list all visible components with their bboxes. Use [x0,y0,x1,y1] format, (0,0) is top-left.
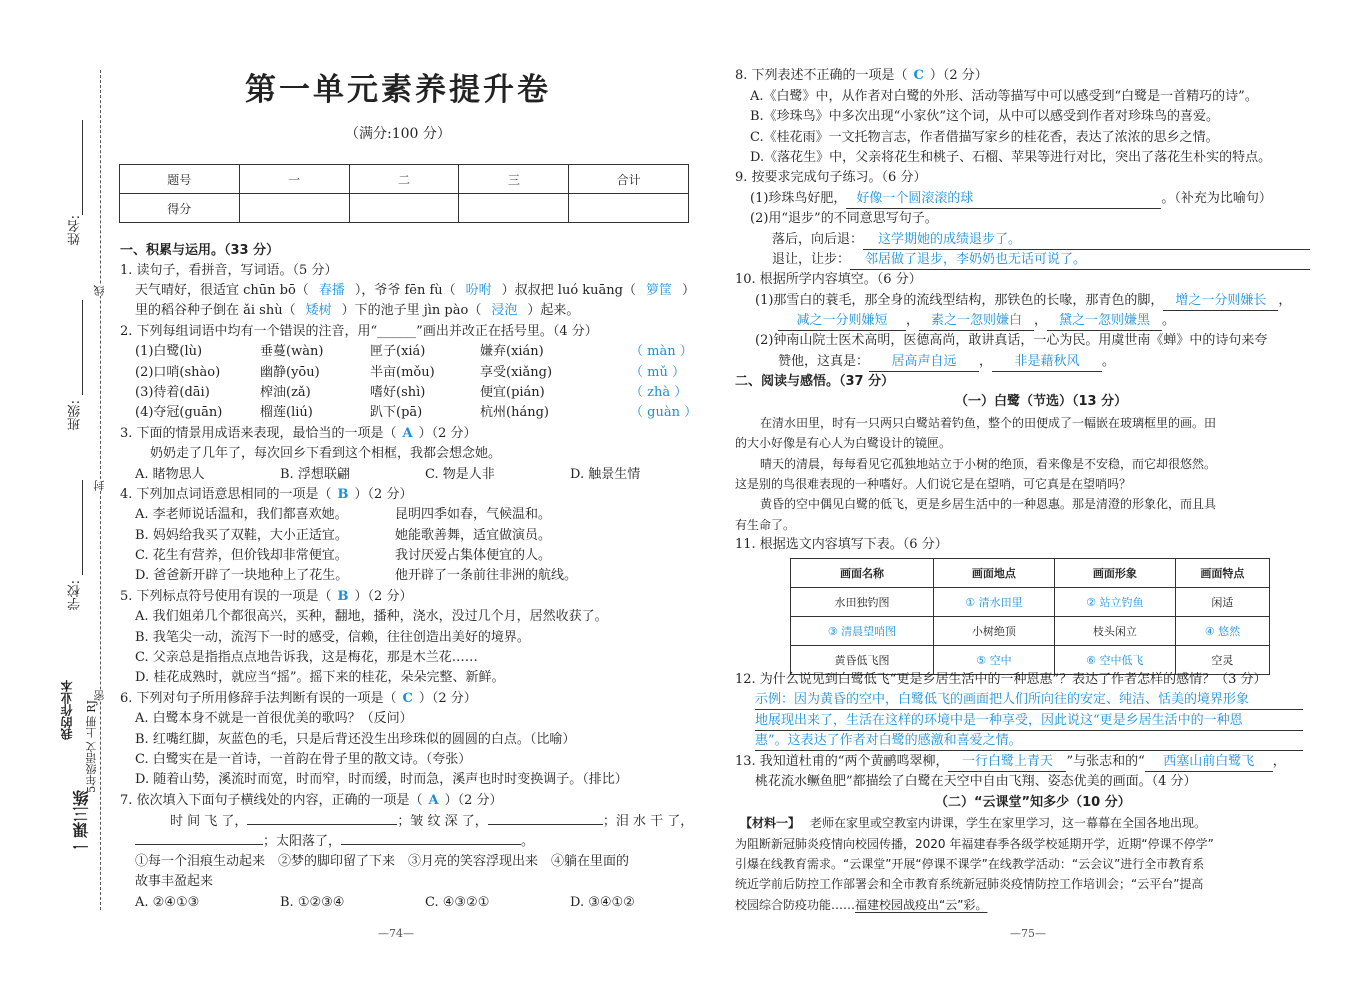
q7-line-2: ；太阳落了， 。 [135,833,534,851]
question-5: 5. 下列标点符号使用有误的一项是（ B ）（2 分） [120,589,413,604]
passage-line: 黄昏的空中偶见白鹭的低飞，更是乡居生活中的一种恩惠。那是清澄的形象化，而且具 [760,497,1217,511]
q13-line-2: 桃花流水鳜鱼肥”都描绘了白鹭在天空中自由飞翔、姿态优美的画面。（4 分） [755,774,1197,789]
passage-line: 在清水田里，时有一只两只白鹭站着钓鱼，整个的田便成了一幅嵌在玻璃框里的画。田 [760,416,1217,430]
q7-line-1: 时 间 飞 了， ；皱 纹 深 了， ；泪 水 干 了， [170,814,694,829]
passage-line: 有生命了。 [735,518,796,532]
q6-option: A. 白鹭本身不就是一首很优美的歌吗？（反问） [135,711,413,726]
answer-cell[interactable]: ⑥ 空中低飞 [1054,646,1175,675]
table-cell: 枝头闲立 [1054,617,1175,646]
q12-answer-line[interactable]: 示例：因为黄昏的空中，白鹭低飞的画面把人们所向往的安定、纯洁、恬美的境界形象 [755,691,1303,710]
q7-line-4: 故事丰盈起来 [135,874,214,889]
q9-2: (2)用“退步”的不同意思写句子。 [750,211,938,226]
q7-line-3: ①每一个泪痕生动起来 ②梦的脚印留了下来 ③月亮的笑容浮现出来 ④躺在里面的 [135,854,630,869]
question-9: 9. 按要求完成句子练习。（6 分） [735,170,927,185]
passage-line: 的大小好像是有心人为白鹭设计的镜匣。 [735,436,952,450]
exam-spread: 姓名: 班级: 学校: 线 封 密 一课三练 我的作业本 5年级语文 上册 RJ 第一单元素养提升卷 （满分:100 分） 题号 一 二 三 合计 得分 一、积累与运用。（33 分） 1. 读句子，看拼音，写词语。（5 分） 天气晴好，很适宜 chūn bō（ 春播 ），爷爷 fēn fù（ 吩咐 ）叔叔把 luó kuāng（ 箩筐 ） 里的稻谷种子倒在 ǎi shù（ 矮树 ）下的池子里 jìn pào（ 浸泡 ）起来。 2. 下列每组词语中均有一个错误的注音，用“______”画出并改正在括号里。（4 分） (1)白鹭(lù) 垂蔓(wàn) 匣子(xiá) 嫌弃(xián) （ màn ） (2)口哨(shào) 幽静(yōu) 半亩(mǒu) 享受(xiǎng) （ mǔ ） (3)待着(dāi) 榨油(zǎ) 嗜好(shì) 便宜(pián) （ zhà ） (4)夺冠(guān) 榴莲(liú) 趴下(pā) 杭州(háng) （ guàn ） 3. 下面的情景用成语来表现，最恰当的一项是（ A ）（2 分） 奶奶走了几年了，每次回乡下看到这个相框，我都会想念她。 A. 睹物思人 B. 浮想联翩 C. 物是人非 D. 触景生情 4. 下列加点词语意思相同的一项是（ B ）（2 分） A. 李老师说话温和，我们都喜欢她。 昆明四季如春，气候温和。 B. 妈妈给我买了双鞋，大小正适宜。 她能歌善舞，适宜做演员。 C. 花生有营养，但价钱却非常便宜。 我讨厌爱占集体便宜的人。 D. 爸爸新开辟了一块地种上了花生。 他开辟了一条前往非洲的航线。 5. 下列标点符号使用有误的一项是（ B ）（2 分） A. 我们姐弟几个都很高兴，买种，翻地，播种，浇水，没过几个月，居然收获了。 B. 我笔尖一动，流泻下一时的感受，信赖，往往创造出美好的境界。 C. 父亲总是指指点点地告诉我，这是梅花，那是木兰花…… D. 桂花成熟时，就应当“摇”。摇下来的桂花，朵朵完整、新鲜。 6. 下列对句子所用修辞手法判断有误的一项是（ C ）（2 分） A. 白鹭本身不就是一首很优美的歌吗？（反问） B. 红嘴红脚，灰蓝色的毛，只是后背还没生出珍珠似的圆圆的白点。（比喻） C. 白鹭实在是一首诗，一首韵在骨子里的散文诗。（夸张） D. 随着山势，溪流时而宽，时而窄，时而缓，时而急，溪声也时时变换调子。（排比） 7. 依次填入下面句子横线处的内容，正确的一项是（ A ）（2 分） 时 间 飞 了， ；皱 纹 深 了， ；泪 水 干 了， ；太阳落了， 。 ①每一个泪痕生动起来 ②梦的脚印留了下来 ③月亮的笑容浮现出来 ④躺在里面的 故事丰盈起来 A. ②④①③ B. ①②③④ C. ④③②① D. ③④①② —74— 8. 下列表述不正确的一项是（ C ）（2 分） A.《白鹭》中，从作者对白鹭的外形、活动等描写中可以感受到“白鹭是一首精巧的诗”。 B.《珍珠鸟》中多次出现“小家伙”这个词，从中可以感受到作者对珍珠鸟的喜爱。 C.《桂花雨》一文托物言志，作者借描写家乡的桂花香，表达了浓浓的思乡之情。 D.《落花生》中，父亲将花生和桃子、石榴、苹果等进行对比，突出了落花生朴实的特点。 9. 按要求完成句子练习。（6 分） (1)珍珠鸟好肥， 好像一个圆滚滚的球 。（补充为比喻句） (2)用“退步”的不同意思写句子。 落后，向后退： 这学期她的成绩退步了。 退让，让步： 邻居做了退步，李奶奶也无话可说了。 10. 根据所学内容填空。（6 分） (1)那雪白的蓑毛，那全身的流线型结构，那铁色的长喙，那青色的脚， 增之一分则嫌长 ， 减之一分则嫌短 ， 素之一忽则嫌白 ， 黛之一忽则嫌黑 。 (2)钟南山院士医术高明，医德高尚，敢讲真话，一心为民。用虞世南《蝉》中的诗句来夸 赞他，这真是： 居高声自远 ， 非是藉秋风 。 二、阅读与感悟。（37 分） （一）白鹭（节选）（13 分） 在清水田里，时有一只两只白鹭站着钓鱼，整个的田便成了一幅嵌在玻璃框里的画。田 的大小好像是有心人为白鹭设计的镜匣。 晴天的清晨，每每看见它孤独地站立于小树的绝顶，看来像是不安稳，而它却很悠然。 这是别的鸟很难表现的一种嗜好。人们说它是在望哨，可它真是在望哨吗？ 黄昏的空中偶见白鹭的低飞，更是乡居生活中的一种恩惠。那是清澄的形象化，而且具 有生命了。 11. 根据选文内容填写下表。（6 分） 画面名称 画面地点 画面形象 画面特点 水田独钓图 ① 清水田里 ② 站立钓鱼 闲适 ③ 清晨望哨图 小树绝顶 枝头闲立 ④ 悠然 黄昏低飞图 ⑤ 空中 ⑥ 空中低飞 空灵 12. 为什么说见到白鹭低飞“更是乡居生活中的一种恩惠”？表达了作者怎样的感情？（3 分） 示例：因为黄昏的空中，白鹭低飞的画面把人们所向往的安定、纯洁、恬美的境界形象 地展现出来了，生活在这样的环境中是一种享受，因此说这“更是乡居生活中的一种恩 惠”。这表达了作者对白鹭的感激和喜爱之情。 13. 我知道杜甫的“两个黄鹂鸣翠柳， 一行白鹭上青天 ”与张志和的“ 西塞山前白鹭飞 ， 桃花流水鳜鱼肥”都描绘了白鹭在天空中自由飞翔、姿态优美的画面。（4 分） （二）“云课堂”知多少（10 分） 【材料一】 老师在家里或空教室内讲课，学生在家里学习，这一幕幕在全国各地出现。 为阻断新冠肺炎疫情向校园传播，2020 年福建春季各级学校延期开学，近期“停课不停学” 引爆在线教育需求。“云课堂”开展“停课不课学”在线教学活动：“云会议”进行全市教育系 统近学前后防控工作部署会和全市教育系统新冠肺炎疫情防控工作培训会；“云平台”提高 校园综合防疫功能……福建校园战疫出“云”彩。 —75— [0,0,1360,999]
passage-line: 校园综合防疫功能……福建校园战疫出“云”彩。 [735,898,988,912]
q10-1-a: (1)那雪白的蓑毛，那全身的流线型结构，那铁色的长喙，那青色的脚， 增之一分则嫌长 ， [755,292,1291,311]
passage-line: 引爆在线教育需求。“云课堂”开展“停课不课学”在线教学活动：“云会议”进行全市教育系 [735,857,1205,871]
question-6: 6. 下列对句子所用修辞手法判断有误的一项是（ C ）（2 分） [120,691,477,706]
series-title: 我的作业本 [60,680,74,740]
q8-option: B.《珍珠鸟》中多次出现“小家伙”这个词，从中可以感受到作者对珍珠鸟的喜爱。 [750,109,1219,124]
question-7: 7. 依次填入下面句子横线处的内容，正确的一项是（ A ）（2 分） [120,793,503,808]
q4-option: C. 花生有营养，但价钱却非常便宜。 我讨厌爱占集体便宜的人。 [135,548,552,563]
score-header: 题号 [120,165,240,194]
q8-option: A.《白鹭》中，从作者对白鹭的外形、活动等描写中可以感受到“白鹭是一首精巧的诗”。 [750,89,1258,104]
question-2: 2. 下列每组词语中均有一个错误的注音，用“______”画出并改正在括号里。（4 分） [120,324,598,339]
score-cell[interactable] [569,194,689,223]
q10-2-b: 赞他，这真是： 居高声自远 ， 非是藉秋风 。 [778,353,1115,372]
blank[interactable] [341,844,521,845]
score-header: 合计 [569,165,689,194]
cut-line-label-secret: 密 [93,690,106,701]
page-title: 第一单元素养提升卷 [245,72,551,108]
q6-option: C. 白鹭实在是一首诗，一首韵在骨子里的散文诗。（夸张） [135,752,472,767]
blank[interactable] [135,844,263,845]
table-cell: 空灵 [1175,646,1269,675]
school-line [82,480,83,575]
answer-blank[interactable]: 增之一分则嫌长 [1163,292,1278,311]
table-header: 画面特点 [1175,559,1269,588]
q5-option: C. 父亲总是指指点点地告诉我，这是梅花，那是木兰花…… [135,650,478,665]
q5-option: B. 我笔尖一动，流泻下一时的感受，信赖，往往创造出美好的境界。 [135,630,530,645]
q1-line-2: 里的稻谷种子倒在 ǎi shù（ 矮树 ）下的池子里 jìn pào（ 浸泡 ）起来。 [135,303,580,318]
q1-line-1: 天气晴好，很适宜 chūn bō（ 春播 ），爷爷 fēn fù（ 吩咐 ）叔叔把 luó kuāng（ 箩筐 ） [135,283,696,298]
passage-1-title: （一）白鹭（节选）（13 分） [955,394,1128,409]
q9-1: (1)珍珠鸟好肥， 好像一个圆滚滚的球 。（补充为比喻句） [750,190,1272,209]
passage-line: 统近学前后防控工作部署会和全市教育系统新冠肺炎疫情防控工作培训会；“云平台”提高 [735,877,1204,891]
answer-cell[interactable]: ③ 清晨望哨图 [791,617,934,646]
cut-line-label-line: 线 [93,285,106,296]
q11-table [790,558,1270,675]
answer-cell[interactable]: ② 站立钓鱼 [1054,588,1175,617]
passage-line: 这是别的鸟很难表现的一种嗜好。人们说它是在望哨，可它真是在望哨吗？ [735,477,1132,491]
table-header: 画面形象 [1054,559,1175,588]
page-number: —75— [1010,927,1046,940]
question-13: 13. 我知道杜甫的“两个黄鹂鸣翠柳， 一行白鹭上青天 ”与张志和的“ 西塞山前白鹭飞 ， [735,753,1286,772]
q5-option: D. 桂花成熟时，就应当“摇”。摇下来的桂花，朵朵完整、新鲜。 [135,670,505,685]
page-number: —74— [378,927,414,940]
q9-2-b: 退让，让步： 邻居做了退步，李奶奶也无话可说了。 [772,251,1310,270]
passage-line: 为阻断新冠肺炎疫情向校园传播，2020 年福建春季各级学校延期开学，近期“停课不停学” [735,837,1214,851]
q4-option: A. 李老师说话温和，我们都喜欢她。 昆明四季如春，气候温和。 [135,507,552,522]
class-line [82,300,83,395]
score-row-label: 得分 [120,194,240,223]
q9-2-a: 落后，向后退： 这学期她的成绩退步了。 [772,231,1310,250]
score-header: 三 [459,165,569,194]
answer-blank[interactable]: 非是藉秋风 [992,353,1102,372]
answer-cell[interactable]: ⑤ 空中 [933,646,1054,675]
table-header: 画面名称 [791,559,934,588]
section-heading: 一、积累与运用。（33 分） [120,243,280,258]
q3-text: 奶奶走了几年了，每次回乡下看到这个相框，我都会想念她。 [150,446,502,461]
answer-blank[interactable]: 一行白鹭上青天 [948,753,1066,772]
answer-blank[interactable]: 黛之一忽则嫌黑 [1047,312,1162,331]
table-cell: 闲适 [1175,588,1269,617]
cut-line-label-seal: 封 [93,480,106,491]
question-10: 10. 根据所学内容填空。（6 分） [735,272,922,287]
q12-answer-line[interactable]: 惠”。这表达了作者对白鹭的感激和喜爱之情。 [755,732,1303,751]
q12-answer-line[interactable]: 地展现出来了，生活在这样的环境中是一种享受，因此说这“更是乡居生活中的一种恩 [755,712,1303,731]
name-label: 姓名: [68,215,83,246]
score-header: 一 [239,165,349,194]
q8-option: C.《桂花雨》一文托物言志，作者借描写家乡的桂花香，表达了浓浓的思乡之情。 [750,130,1219,145]
question-4: 4. 下列加点词语意思相同的一项是（ B ）（2 分） [120,487,413,502]
question-12: 12. 为什么说见到白鹭低飞“更是乡居生活中的一种恩惠”？表达了作者怎样的感情？（3 分） [735,672,1267,687]
brand-logo: 一课三练 [72,790,91,854]
table-cell: 黄昏低飞图 [791,646,934,675]
q6-option: D. 随着山势，溪流时而宽，时而窄，时而缓，时而急，溪声也时时变换调子。（排比） [135,772,628,787]
question-1: 1. 读句子，看拼音，写词语。（5 分） [120,263,338,278]
answer-blank[interactable]: 邻居做了退步，李奶奶也无话可说了。 [850,251,1310,270]
score-header: 二 [349,165,459,194]
answer-blank[interactable]: 好像一个圆滚滚的球 [846,190,1161,209]
q5-option: A. 我们姐弟几个都很高兴，买种，翻地，播种，浇水，没过几个月，居然收获了。 [135,609,608,624]
blank[interactable] [247,824,397,825]
score-cell[interactable] [239,194,349,223]
question-11: 11. 根据选文内容填写下表。（6 分） [735,537,948,552]
table-cell: 水田独钓图 [791,588,934,617]
q4-option: B. 妈妈给我买了双鞋，大小正适宜。 她能歌善舞，适宜做演员。 [135,528,552,543]
q8-option: D.《落花生》中，父亲将花生和桃子、石榴、苹果等进行对比，突出了落花生朴实的特点。 [750,150,1272,165]
table-cell: 小树绝顶 [933,617,1054,646]
score-table [119,164,689,223]
passage-2-title: （二）“云课堂”知多少（10 分） [935,795,1131,810]
grade-label: 5年级语文 上册 RJ [85,700,98,793]
table-header: 画面地点 [933,559,1054,588]
q6-option: B. 红嘴红脚，灰蓝色的毛，只是后背还没生出珍珠似的圆圆的白点。（比喻） [135,732,576,747]
answer-blank[interactable]: 这学期她的成绩退步了。 [863,231,1310,250]
name-line [82,120,83,215]
passage-line: 【材料一】 老师在家里或空教室内讲课，学生在家里学习，这一幕幕在全国各地出现。 [740,816,1207,830]
passage-line: 晴天的清晨，每每看见它孤独地站立于小树的绝顶，看来像是不安稳，而它却很悠然。 [760,457,1217,471]
school-label: 学校: [68,580,83,611]
blank[interactable] [488,824,603,825]
answer-blank[interactable]: 减之一分则嫌短 [778,312,906,331]
q10-1-b: 减之一分则嫌短 ， 素之一忽则嫌白 ， 黛之一忽则嫌黑 。 [778,312,1175,331]
q10-2-a: (2)钟南山院士医术高明，医德高尚，敢讲真话，一心为民。用虞世南《蝉》中的诗句来夸 [755,333,1268,348]
score-cell[interactable] [349,194,459,223]
answer-blank[interactable]: 素之一忽则嫌白 [919,312,1034,331]
answer-blank[interactable]: 西塞山前白鹭飞 [1145,753,1273,772]
section-heading: 二、阅读与感悟。（37 分） [735,374,895,389]
answer-blank[interactable]: 居高声自远 [869,353,979,372]
answer-cell[interactable]: ① 清水田里 [933,588,1054,617]
question-8: 8. 下列表述不正确的一项是（ C ）（2 分） [735,68,988,83]
score-cell[interactable] [459,194,569,223]
full-score: （满分:100 分） [345,126,451,142]
answer-cell[interactable]: ④ 悠然 [1175,617,1269,646]
question-3: 3. 下面的情景用成语来表现，最恰当的一项是（ A ）（2 分） [120,426,477,441]
q4-option: D. 爸爸新开辟了一块地种上了花生。 他开辟了一条前往非洲的航线。 [135,568,578,583]
material-label: 【材料一】 [740,816,801,830]
class-label: 班级: [68,400,83,431]
